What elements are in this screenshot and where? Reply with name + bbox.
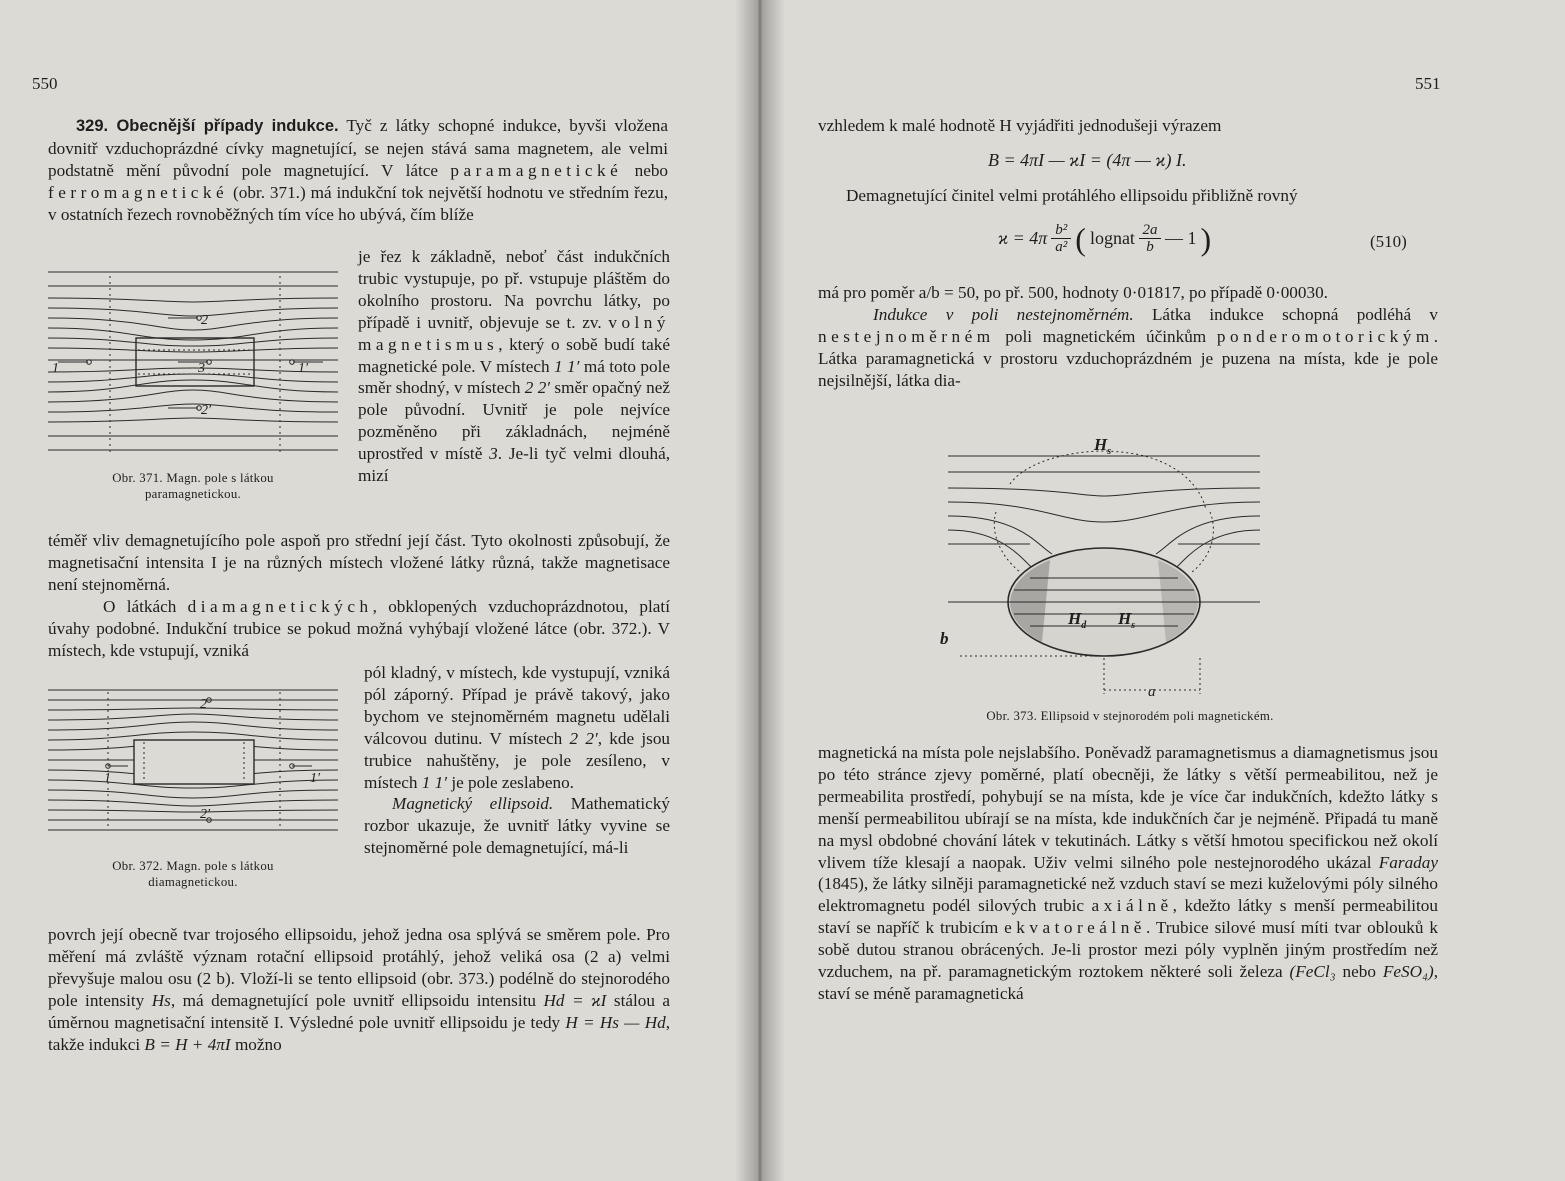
book-gutter xyxy=(735,0,785,1181)
fig371-label-1: 1 xyxy=(52,361,59,376)
fig372-label-1p: 1′ xyxy=(310,771,321,786)
formula-B: B = 4πI — ϰI = (4π — ϰ) I. xyxy=(988,150,1187,170)
left-para-continuation: téměř vliv demagnetujícího pole aspoň pro střední její část. Tyto okolnosti způsobují, že magnetisační intensita I je na různých místech vložené látky různá, takže magnetisace není stejnoměrná. O látkách diamagnetických, obklopených vzduchoprázdnotou, platí úvahy podobné. Indukční trubice se pokud možná vyhýbají vložené látce (obr. 372.). V místech, kde vstupují, vzniká xyxy=(48,531,670,660)
fig371-label-3: 3 xyxy=(198,361,205,376)
left-bottom-paragraph: povrch její obecně tvar trojosého ellipsoidu, jehož jedna osa splývá se směrem pole. Pro měření má zvláště význam rotační ellipsoid protáhlý, jehož veliká osa (2 a) velmi převyšuje malou osu (2 b). Vloží-li se tento ellipsoid (obr. 373.) podélně do stejnorodého pole intensity Hs, má demagnetující pole uvnitř ellipsoidu intensitu Hd = ϰI stálou a úměrnou magnetisační intensitě I. Výsledné pole uvnitř ellipsoidu je tedy H = Hs — Hd, takže indukci B = H + 4πI možno xyxy=(48,925,671,1054)
left-intro-paragraph: 329. Obecnější případy indukce. Tyč z látky schopné indukce, byvši vložena dovnitř vzduchoprázdné cívky magnetující, se nejen stává sama magnetem, ale velmi podstatně mění původní pole magnetující. V látce paramagnetické nebo ferromagnetické (obr. 371.) má indukční tok největší hodnotu ve středním řezu, v ostatních řezech rovnoběžných tím více ho ubývá, čím blíže xyxy=(48,116,669,224)
equation-number: (510) xyxy=(1370,232,1407,251)
left-fig372-text: pól kladný, v místech, kde vystupují, vzniká pól záporný. Případ je právě takový, jako bychom ve stejnoměrném magnetu udělali válcovou dutinu. V místech 2 2′, kde jsou trubice nahuštěny, je pole zesíleno, v místech 1 1′ je pole zeslabeno. Magnetický ellipsoid. Mathematický rozbor ukazuje, že uvnitř látky vyvine se stejnoměrné pole demagnetující, má-li xyxy=(364,663,671,858)
fig372-label-2p: 2′ xyxy=(200,807,211,822)
fig373-label-b: b xyxy=(940,629,949,648)
right-line2: Demagnetující činitel velmi protáhlého ellipsoidu přibližně rovný xyxy=(846,186,1298,205)
right-para1: má pro poměr a/b = 50, po př. 500, hodnoty 0·01817, po případě 0·00030. Indukce v poli nestejnoměrném. Látka indukce schopná podléhá v nestejnoměrném poli magnetickém účinkům ponderomotorickým. Látka paramagnetická v prostoru vzduchoprázdném je puzena na místa, kde je pole nejsilnější, látka dia- xyxy=(818,283,1439,390)
figure-371-caption: Obr. 371. Magn. pole s látkou paramagnetickou. xyxy=(112,471,274,501)
fig373-label-Hd: $H_d$ xyxy=(1068,609,1087,631)
fig373-label-Hs-inner: $H_s$ xyxy=(1118,609,1136,631)
fig371-label-1p: 1′ xyxy=(298,361,309,376)
fig371-label-2: 2 xyxy=(201,313,208,328)
fig373-label-a: a xyxy=(1148,684,1156,700)
fig373-label-Hs-top: $H_s$ xyxy=(1094,435,1112,457)
page-number-left: 550 xyxy=(32,74,58,93)
fig371-label-2p: 2′ xyxy=(201,403,212,418)
left-page xyxy=(0,0,760,1181)
fig372-label-2: 2 xyxy=(200,697,207,712)
figure-371-field-lines xyxy=(48,268,338,458)
figure-372-field-lines xyxy=(48,686,338,836)
figure-373-ellipsoid xyxy=(940,432,1260,702)
figure-373-caption: Obr. 373. Ellipsoid v stejnorodém poli magnetickém. xyxy=(986,709,1274,723)
formula-510: ϰ = 4π b² a² ( lognat 2a b — 1 ) xyxy=(998,220,1212,257)
figure-371 xyxy=(48,268,338,502)
right-line1: vzhledem k malé hodnotě H vyjádřiti jednodušeji výrazem xyxy=(818,116,1222,135)
figure-373 xyxy=(940,432,1350,724)
right-para2: magnetická na místa pole nejslabšího. Poněvadž paramagnetismus a diamagnetismus jsou po této stránce zjevy poměrné, platí obecněji, že látky s větší permeabilitou, než je permeabilita prostředí, pohybují se na místa, kde je více čar indukčních, kdežto látky s menší permeabilitou ubírají se na místa, kde indukčních čar je nejméně. Připadá tu maně na mysl obdobné chování látek v tekutinách. Látky s větší hmotou specifickou než okolí vlivem tíže klesají a naopak. Uživ velmi silného pole nestejnorodého ukázal Faraday (1845), že látky silněji paramagnetické než vzduch staví se mezi kuželovými póly silného elektromagnetu podél silových trubic axiálně, kdežto látky s menší permeabilitou staví se napříč k trubicím ekvatoreálně. Trubice silové musí míti tvar oblouků k sobě dutou stranou obrácených. Je-li prostor mezi póly vyplněn jiným prostředím než vzduchem, na př. paramagnetickým roztokem některé soli železa (FeCl₃ nebo FeSO₄), staví se méně paramagnetická xyxy=(818,743,1439,1003)
figure-372-caption: Obr. 372. Magn. pole s látkou diamagnetickou. xyxy=(112,859,274,889)
fig372-label-1: 1 xyxy=(104,771,111,786)
section-heading: 329. Obecnější případy indukce. xyxy=(76,117,339,135)
figure-372 xyxy=(48,686,338,890)
left-fig371-text: je řez k základně, neboť část indukčních trubic vystupuje, po př. vstupuje pláštěm do okolního prostoru. Na povrchu látky, po případě i uvnitř, objevuje se t. zv. volný magnetismus, který o sobě budí také magnetické pole. V místech 1 1′ má toto pole směr shodný, v místech 2 2′ směr opačný než pole původní. Uvnitř je pole nejvíce pozměněno při základnách, nejméně uprostřed v místě 3. Je-li tyč velmi dlouhá, mizí xyxy=(358,247,671,486)
right-page xyxy=(760,0,1565,1181)
page-number-right: 551 xyxy=(1415,74,1441,93)
